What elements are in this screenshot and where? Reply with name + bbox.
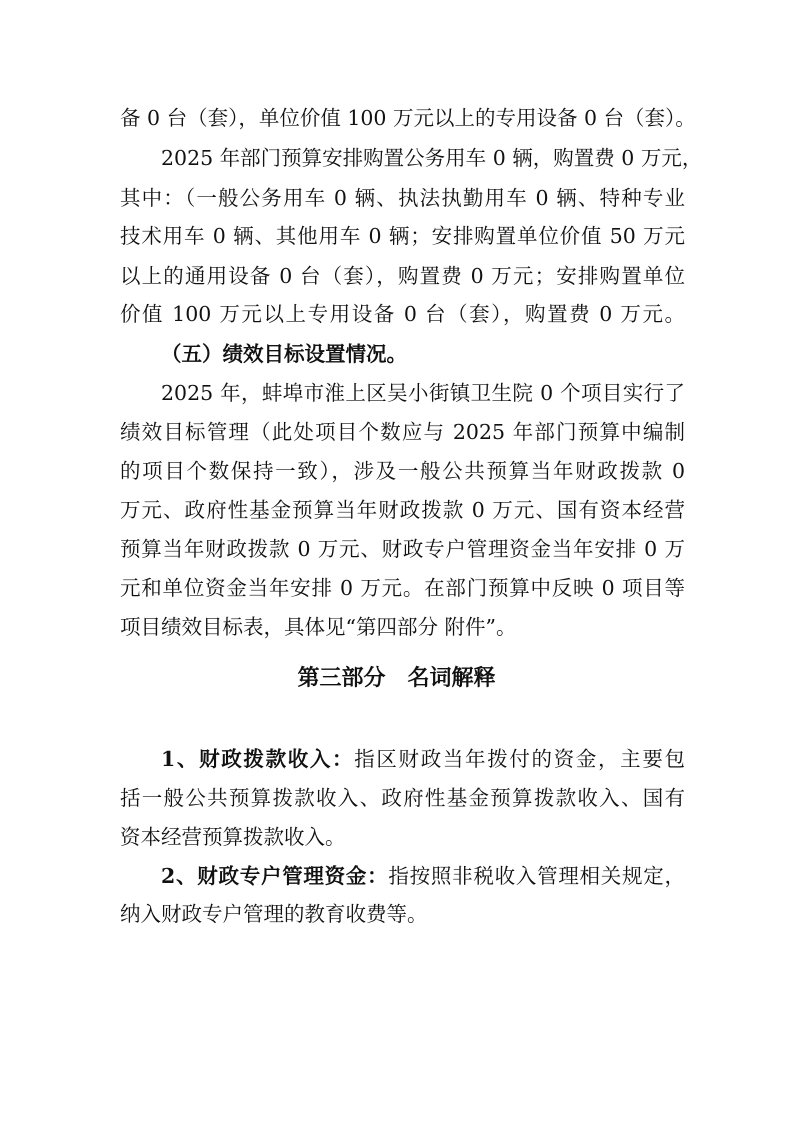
term-definition-line (161, 745, 685, 773)
paragraph-line: 的项目个数保持一致），涉及一般公共预算当年财政拨款 0 (120, 459, 685, 483)
subsection-heading: （五）绩效目标设置情况。 (161, 342, 407, 366)
paragraph-line: 预算当年财政拨款 0 万元、财政专户管理资金当年安排 0 万 (120, 537, 685, 561)
paragraph-line: 以上的通用设备 0 台（套），购置费 0 万元；安排购置单位 (120, 264, 685, 288)
term-definition-line: 括一般公共预算拨款收入、政府性基金预算拨款收入、国有 (120, 786, 685, 810)
paragraph-line: 其中：（一般公务用车 0 辆、执法执勤用车 0 辆、特种专业 (120, 186, 685, 210)
paragraph-line: 2025 年部门预算安排购置公务用车 0 辆，购置费 0 万元， (161, 146, 703, 170)
term-definition: 指按照非税收入管理相关规定， (388, 864, 686, 888)
term-name: 2、财政专户管理资金： (161, 864, 389, 888)
paragraph-line: 项目绩效目标表，具体见“第四部分 附件”。 (120, 615, 517, 639)
paragraph-line: 备 0 台（套），单位价值 100 万元以上的专用设备 0 台（套）。 (120, 106, 696, 130)
paragraph-line: 万元、政府性基金预算当年财政拨款 0 万元、国有资本经营 (120, 498, 685, 522)
term-definition-line (161, 862, 685, 890)
term-name: 1、财政拨款收入： (161, 747, 355, 771)
paragraph-line: 2025 年，蚌埠市淮上区吴小街镇卫生院 0 个项目实行了 (161, 381, 685, 405)
paragraph-line: 价值 100 万元以上专用设备 0 台（套），购置费 0 万元。 (120, 302, 685, 326)
term-definition-line: 资本经营预算拨款收入。 (120, 825, 346, 849)
term-definition: 指区财政当年拨付的资金，主要包 (354, 747, 686, 771)
paragraph-line: 元和单位资金当年安排 0 万元。在部门预算中反映 0 项目等 (120, 576, 685, 600)
section-heading: 第三部分 名词解释 (297, 666, 496, 691)
paragraph-line: 技术用车 0 辆、其他用车 0 辆；安排购置单位价值 50 万元 (120, 224, 685, 248)
term-definition-line: 纳入财政专户管理的教育收费等。 (120, 902, 428, 926)
paragraph-line: 绩效目标管理（此处项目个数应与 2025 年部门预算中编制 (120, 420, 685, 444)
